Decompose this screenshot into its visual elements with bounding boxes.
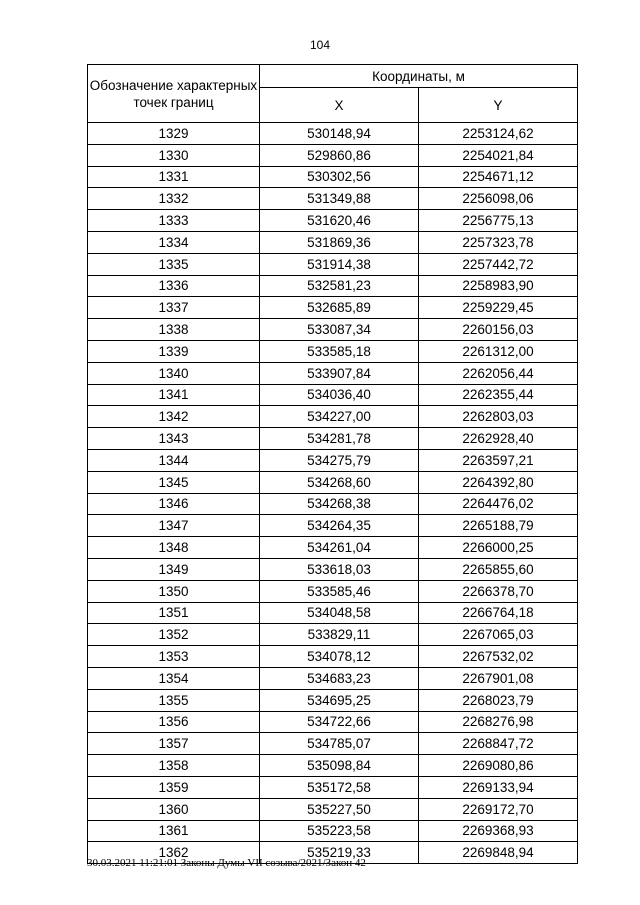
point-number-cell: 1337 xyxy=(88,297,260,319)
y-coordinate-cell: 2267901,08 xyxy=(419,667,578,689)
y-coordinate-cell: 2257323,78 xyxy=(419,231,578,253)
table-row xyxy=(88,711,578,733)
point-number-cell: 1338 xyxy=(88,319,260,341)
table-row xyxy=(88,798,578,820)
x-coordinate-cell: 534722,66 xyxy=(260,711,419,733)
table-header xyxy=(88,65,578,123)
y-coordinate-cell: 2268276,98 xyxy=(419,711,578,733)
table-row xyxy=(88,362,578,384)
y-coordinate-cell: 2256098,06 xyxy=(419,188,578,210)
y-coordinate-cell: 2265855,60 xyxy=(419,558,578,580)
y-coordinate-cell: 2254021,84 xyxy=(419,144,578,166)
x-coordinate-cell: 531620,46 xyxy=(260,210,419,232)
y-coordinate-cell: 2259229,45 xyxy=(419,297,578,319)
point-number-cell: 1350 xyxy=(88,580,260,602)
x-coordinate-cell: 535227,50 xyxy=(260,798,419,820)
table-row xyxy=(88,188,578,210)
point-number-cell: 1356 xyxy=(88,711,260,733)
point-number-cell: 1347 xyxy=(88,515,260,537)
y-coordinate-cell: 2256775,13 xyxy=(419,210,578,232)
table-row xyxy=(88,515,578,537)
point-number-cell: 1336 xyxy=(88,275,260,297)
y-coordinate-cell: 2261312,00 xyxy=(419,340,578,362)
x-coordinate-cell: 535219,33 xyxy=(260,842,419,864)
point-number-cell: 1346 xyxy=(88,493,260,515)
document-footer: 30.03.2021 11:21:01 Законы Думы VII созыва/2021/Закон 42 xyxy=(87,857,366,869)
coordinates-header: Координаты, м xyxy=(260,65,578,88)
point-number-cell: 1354 xyxy=(88,667,260,689)
y-coordinate-cell: 2258983,90 xyxy=(419,275,578,297)
point-number-cell: 1331 xyxy=(88,166,260,188)
x-coordinate-cell: 535098,84 xyxy=(260,755,419,777)
y-column-header: Y xyxy=(419,88,578,123)
table-row xyxy=(88,667,578,689)
x-coordinate-cell: 529860,86 xyxy=(260,144,419,166)
point-number-cell: 1353 xyxy=(88,646,260,668)
point-number-cell: 1349 xyxy=(88,558,260,580)
table-row xyxy=(88,449,578,471)
y-coordinate-cell: 2269848,94 xyxy=(419,842,578,864)
y-coordinate-cell: 2269368,93 xyxy=(419,820,578,842)
table-row xyxy=(88,755,578,777)
x-coordinate-cell: 532581,23 xyxy=(260,275,419,297)
point-number-cell: 1357 xyxy=(88,733,260,755)
x-coordinate-cell: 533829,11 xyxy=(260,624,419,646)
point-number-cell: 1360 xyxy=(88,798,260,820)
point-number-cell: 1335 xyxy=(88,253,260,275)
x-coordinate-cell: 530148,94 xyxy=(260,123,419,145)
table-row xyxy=(88,428,578,450)
point-number-cell: 1339 xyxy=(88,340,260,362)
y-coordinate-cell: 2257442,72 xyxy=(419,253,578,275)
point-number-cell: 1330 xyxy=(88,144,260,166)
y-coordinate-cell: 2260156,03 xyxy=(419,319,578,341)
y-coordinate-cell: 2264392,80 xyxy=(419,471,578,493)
y-coordinate-cell: 2266764,18 xyxy=(419,602,578,624)
table-row xyxy=(88,340,578,362)
point-number-cell: 1334 xyxy=(88,231,260,253)
point-number-cell: 1355 xyxy=(88,689,260,711)
point-number-cell: 1344 xyxy=(88,449,260,471)
point-number-cell: 1332 xyxy=(88,188,260,210)
x-coordinate-cell: 533907,84 xyxy=(260,362,419,384)
point-number-cell: 1341 xyxy=(88,384,260,406)
y-coordinate-cell: 2267532,02 xyxy=(419,646,578,668)
y-coordinate-cell: 2263597,21 xyxy=(419,449,578,471)
point-number-cell: 1351 xyxy=(88,602,260,624)
table-row xyxy=(88,471,578,493)
x-coordinate-cell: 533087,34 xyxy=(260,319,419,341)
x-coordinate-cell: 534683,23 xyxy=(260,667,419,689)
y-coordinate-cell: 2268023,79 xyxy=(419,689,578,711)
point-number-cell: 1348 xyxy=(88,537,260,559)
x-coordinate-cell: 534036,40 xyxy=(260,384,419,406)
point-number-cell: 1361 xyxy=(88,820,260,842)
table-row xyxy=(88,558,578,580)
y-coordinate-cell: 2266000,25 xyxy=(419,537,578,559)
y-coordinate-cell: 2269133,94 xyxy=(419,776,578,798)
table-row xyxy=(88,166,578,188)
x-coordinate-cell: 534275,79 xyxy=(260,449,419,471)
x-coordinate-cell: 534695,25 xyxy=(260,689,419,711)
point-designation-header: Обозначение характерных точек границ xyxy=(88,65,260,123)
y-coordinate-cell: 2262355,44 xyxy=(419,384,578,406)
table-row xyxy=(88,733,578,755)
x-coordinate-cell: 531914,38 xyxy=(260,253,419,275)
table-row xyxy=(88,297,578,319)
x-coordinate-cell: 534268,60 xyxy=(260,471,419,493)
table-row xyxy=(88,537,578,559)
x-coordinate-cell: 531349,88 xyxy=(260,188,419,210)
table-row xyxy=(88,253,578,275)
point-number-cell: 1359 xyxy=(88,776,260,798)
y-coordinate-cell: 2269172,70 xyxy=(419,798,578,820)
point-number-cell: 1352 xyxy=(88,624,260,646)
x-coordinate-cell: 535172,58 xyxy=(260,776,419,798)
y-coordinate-cell: 2253124,62 xyxy=(419,123,578,145)
y-coordinate-cell: 2269080,86 xyxy=(419,755,578,777)
y-coordinate-cell: 2264476,02 xyxy=(419,493,578,515)
table-row xyxy=(88,820,578,842)
point-number-cell: 1329 xyxy=(88,123,260,145)
x-coordinate-cell: 532685,89 xyxy=(260,297,419,319)
point-number-cell: 1343 xyxy=(88,428,260,450)
table-row xyxy=(88,210,578,232)
y-coordinate-cell: 2267065,03 xyxy=(419,624,578,646)
x-coordinate-cell: 534261,04 xyxy=(260,537,419,559)
coordinates-table xyxy=(87,64,578,864)
x-coordinate-cell: 533585,18 xyxy=(260,340,419,362)
x-coordinate-cell: 534281,78 xyxy=(260,428,419,450)
table-row xyxy=(88,624,578,646)
x-coordinate-cell: 533585,46 xyxy=(260,580,419,602)
point-number-cell: 1362 xyxy=(88,842,260,864)
page-number: 104 xyxy=(309,38,331,52)
x-coordinate-cell: 534227,00 xyxy=(260,406,419,428)
table-row xyxy=(88,275,578,297)
x-coordinate-cell: 534264,35 xyxy=(260,515,419,537)
x-coordinate-cell: 534785,07 xyxy=(260,733,419,755)
y-coordinate-cell: 2262928,40 xyxy=(419,428,578,450)
x-coordinate-cell: 535223,58 xyxy=(260,820,419,842)
table-row xyxy=(88,493,578,515)
x-coordinate-cell: 530302,56 xyxy=(260,166,419,188)
x-coordinate-cell: 534078,12 xyxy=(260,646,419,668)
x-coordinate-cell: 531869,36 xyxy=(260,231,419,253)
point-number-cell: 1340 xyxy=(88,362,260,384)
point-number-cell: 1342 xyxy=(88,406,260,428)
y-coordinate-cell: 2266378,70 xyxy=(419,580,578,602)
x-coordinate-cell: 534048,58 xyxy=(260,602,419,624)
table-row xyxy=(88,602,578,624)
table-row xyxy=(88,319,578,341)
x-column-header: X xyxy=(260,88,419,123)
point-number-cell: 1345 xyxy=(88,471,260,493)
point-number-cell: 1333 xyxy=(88,210,260,232)
y-coordinate-cell: 2254671,12 xyxy=(419,166,578,188)
table-row xyxy=(88,123,578,145)
table-row xyxy=(88,689,578,711)
y-coordinate-cell: 2268847,72 xyxy=(419,733,578,755)
x-coordinate-cell: 534268,38 xyxy=(260,493,419,515)
table-row xyxy=(88,144,578,166)
point-number-cell: 1358 xyxy=(88,755,260,777)
table-body xyxy=(88,123,578,864)
table-row xyxy=(88,406,578,428)
y-coordinate-cell: 2265188,79 xyxy=(419,515,578,537)
table-row xyxy=(88,231,578,253)
table-row xyxy=(88,776,578,798)
table-row xyxy=(88,384,578,406)
table-row xyxy=(88,580,578,602)
y-coordinate-cell: 2262803,03 xyxy=(419,406,578,428)
y-coordinate-cell: 2262056,44 xyxy=(419,362,578,384)
table-row xyxy=(88,646,578,668)
x-coordinate-cell: 533618,03 xyxy=(260,558,419,580)
